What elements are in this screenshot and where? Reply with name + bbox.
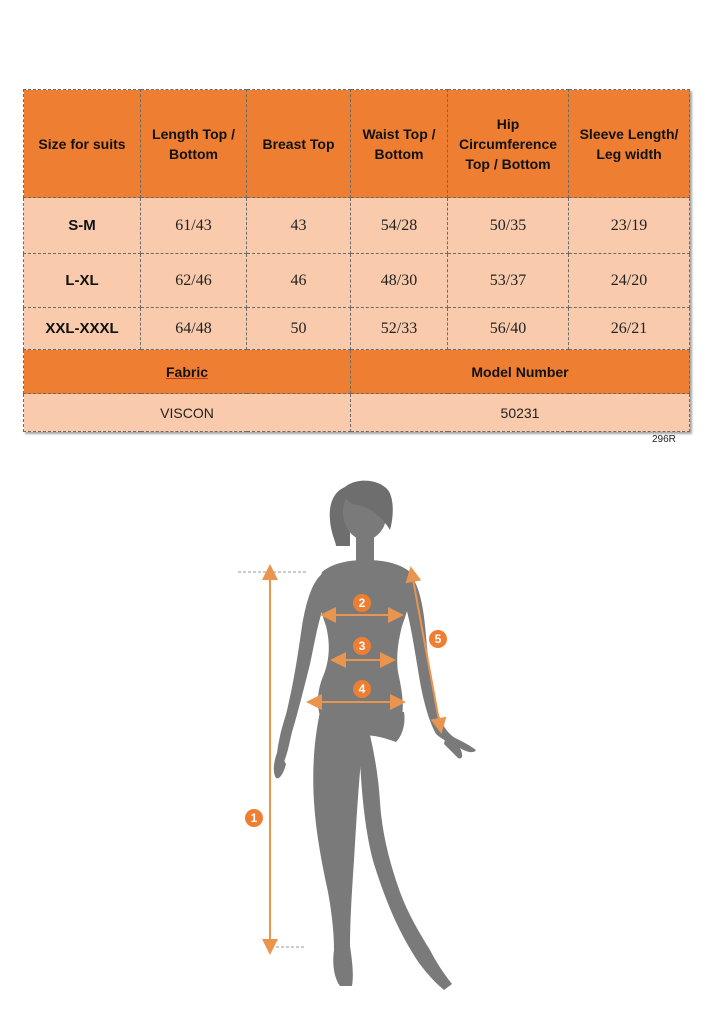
model-number-value: 50231: [351, 394, 690, 432]
marker-3: [353, 637, 371, 655]
female-silhouette: [274, 481, 476, 990]
breast-cell: 46: [247, 254, 351, 308]
breast-cell: 43: [247, 198, 351, 254]
table-row: [24, 308, 690, 350]
waist-cell: 48/30: [351, 254, 448, 308]
fabric-label: Fabric: [165, 363, 208, 380]
header-size: Size for suits: [24, 90, 141, 198]
info-header-row: [24, 350, 690, 394]
header-row: [24, 90, 690, 198]
marker-5-label: 5: [434, 632, 442, 646]
fabric-header: [24, 350, 351, 394]
header-hip: Hip Circumference Top / Bottom: [448, 90, 569, 198]
marker-1: [245, 809, 263, 827]
marker-2-label: 2: [358, 596, 366, 610]
fabric-value: VISCON: [24, 394, 351, 432]
sleeve-cell: 23/19: [569, 198, 690, 254]
size-cell: L-XL: [24, 254, 141, 308]
size-chart-table: [23, 89, 690, 432]
waist-cell: 54/28: [351, 198, 448, 254]
header-breast: Breast Top: [247, 90, 351, 198]
hip-cell: 50/35: [448, 198, 569, 254]
waist-cell: 52/33: [351, 308, 448, 350]
length-cell: 61/43: [141, 198, 247, 254]
sleeve-cell: 26/21: [569, 308, 690, 350]
measurement-diagram: [0, 450, 720, 1010]
header-length: Length Top / Bottom: [141, 90, 247, 198]
size-cell: S-M: [24, 198, 141, 254]
hip-cell: 53/37: [448, 254, 569, 308]
size-cell: XXL-XXXL: [24, 308, 141, 350]
marker-4-label: 4: [358, 682, 366, 696]
marker-4: [353, 680, 371, 698]
table-row: [24, 254, 690, 308]
marker-3-label: 3: [358, 639, 366, 653]
breast-cell: 50: [247, 308, 351, 350]
length-cell: 64/48: [141, 308, 247, 350]
page-code: 296R: [652, 434, 676, 445]
hip-cell: 56/40: [448, 308, 569, 350]
marker-2: [353, 594, 371, 612]
marker-1-label: 1: [250, 811, 258, 825]
info-value-row: [24, 394, 690, 432]
length-cell: 62/46: [141, 254, 247, 308]
header-waist: Waist Top / Bottom: [351, 90, 448, 198]
table-row: [24, 198, 690, 254]
header-sleeve: Sleeve Length/ Leg width: [569, 90, 690, 198]
marker-5: [429, 630, 447, 648]
sleeve-cell: 24/20: [569, 254, 690, 308]
model-number-header: Model Number: [351, 350, 690, 394]
